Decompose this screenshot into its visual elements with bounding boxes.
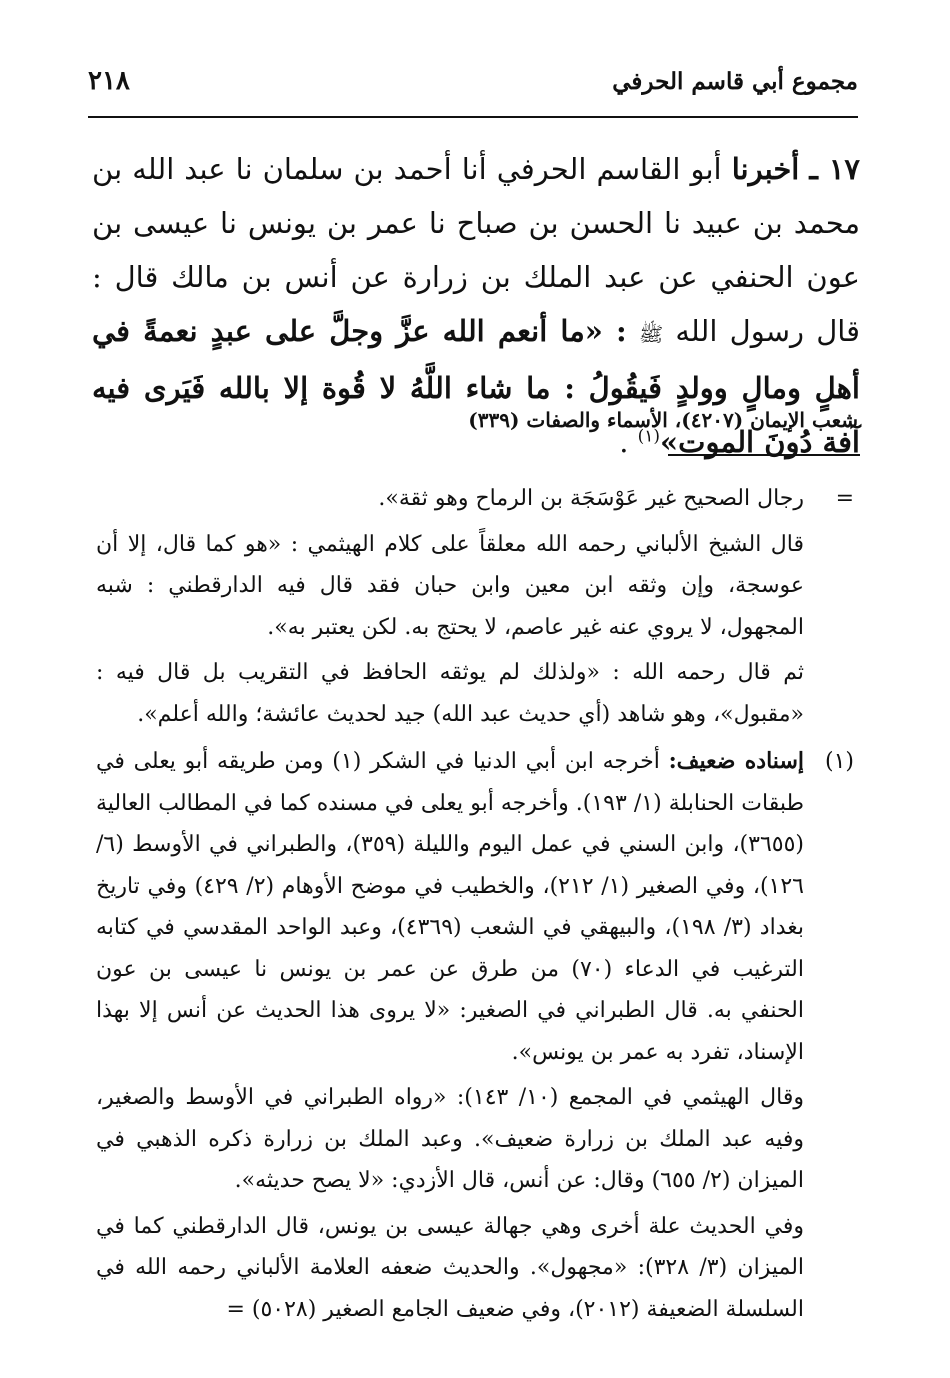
honorific-glyph: ﷺ (638, 322, 664, 346)
hadith-matn: : «ما أنعم الله عزَّ وجلَّ على عبدٍ نعمةً في أهلٍ ومالٍ وولدٍ فَيقُولُ : ما شاء اللَّهُ لا قُوة إلا بالله فَيَرى فيه آفة دُونَ الموت» (92, 314, 860, 459)
footnote-paragraph: وفي الحديث علة أخرى وهي جهالة عيسى بن يونس، قال الدارقطني كما في الميزان (٣/ ٣٢٨): «مجهول». والحديث ضعفه العلامة الألباني رحمه الله في السلسلة الضعيفة (٢٠١٢)، وفي ضعيف الجامع الصغير (٥٠٢٨) = (96, 1213, 805, 1322)
footnote-paragraph: ثم قال رحمه الله : «ولذلك لم يوثقه الحافظ في التقريب بل قال فيه : «مقبول»، وهو شاهد (أي حديث عبد الله) جيد لحديث عائشة؛ والله أعلم». (96, 660, 804, 727)
footnote-paragraph: قال الشيخ الألباني رحمه الله معلقاً على كلام الهيثمي : «هو كما قال، إلا أن عوسجة، وإن وثقه ابن معين وابن حبان فقد قال فيه الدارقطني : شبه المجهول، لا يروي عنه غير عاصم، لا يحتج به. لكن يعتبر به». (96, 531, 804, 640)
footnote-body: أخرجه ابن أبي الدنيا في الشكر (١) ومن طريقه أبو يعلى في طبقات الحنابلة (١/ ١٩٣). وأخرجه أبو يعلى في مسنده كما في المطالب العالية (٣٦٥٥)، وابن السني في عمل اليوم والليلة (٣٥٩)، والطبراني في الأوسط (٦/ ١٢٦)، وفي الصغير (١/ ٢١٢)، والخطيب في موضح الأوهام (٢/ ٤٢٩) وفي تاريخ بغداد (٣/ ١٩٨)، والبيهقي في الشعب (٤٣٦٩)، وعبد الواحد المقدسي في كتابه الترغيب في الدعاء (٧٠) من طرق عن عمر بن يونس نا عيسى بن عون الحنفي به. قال الطبراني في الصغير: «لا يروى هذا الحديث عن أنس إلا بهذا الإسناد، تفرد به عمر بن يونس». (96, 749, 805, 1065)
footnote-paragraph (96, 741, 804, 1073)
running-title: مجموع أبي قاسم الحرفي (612, 68, 858, 95)
footnote-paragraph: رجال الصحيح غير عَوْسَجَة بن الرماح وهو ثقة». (378, 486, 804, 511)
footnote-marker: (١) (824, 749, 854, 774)
hadith-number: ١٧ ـ (809, 152, 860, 186)
footnote-reference: (١) (637, 426, 661, 447)
footnote-continuation (96, 478, 860, 735)
page-number: ٢١٨ (88, 66, 130, 96)
continuation-marker: = (835, 486, 854, 511)
hadith-end: . (619, 425, 629, 459)
footnote-1 (96, 741, 860, 1330)
page-header (88, 62, 858, 118)
footnotes-section (96, 478, 860, 1336)
hadith-lead-word: أخبرنا (731, 152, 800, 186)
footnote-paragraph: وقال الهيثمي في المجمع (١٠/ ١٤٣): «رواه الطبراني في الأوسط والصغير، وفيه عبد الملك بن زرارة ضعيف». وعبد الملك بن زرارة ذكره الذهبي في الميزان (٢/ ٦٥٥) وقال: عن أنس، قال الأزدي: «لا يصح حديثه». (96, 1085, 804, 1193)
hadith-isnad: أبو القاسم الحرفي أنا أحمد بن سلمان نا عبد الله بن محمد بن عبيد نا الحسن بن صباح نا عمر بن يونس نا عيسى بن عون الحنفي عن عبد الملك بن زرارة عن أنس بن مالك قال : قال رسول الله (92, 152, 861, 348)
footnote-separator (668, 454, 860, 456)
source-references: شعب الإيمان (٤٢٠٧)، الأسماء والصفات (٣٣٩) (468, 408, 858, 432)
footnote-lead: إسناده ضعيف: (668, 748, 804, 774)
